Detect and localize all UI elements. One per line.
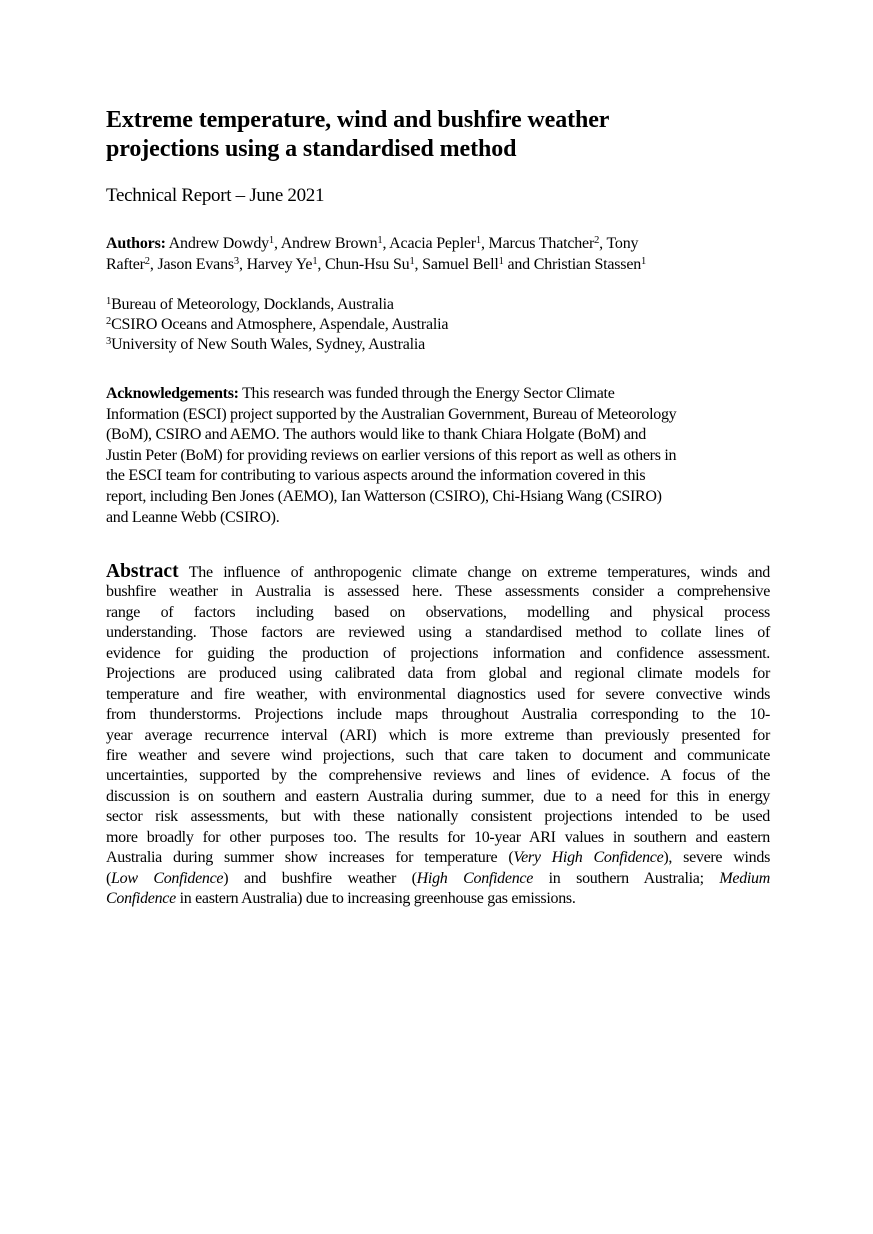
title-line-1: Extreme temperature, wind and bushfire weather xyxy=(106,107,610,133)
abstract-line: bushfire weather in Australia is assessed here. These assessments consider a comprehensive xyxy=(106,583,770,601)
ack-line: report, including Ben Jones (AEMO), Ian Watterson (CSIRO), Chi-Hsiang Wang (CSIRO) xyxy=(106,487,662,505)
abstract-line: (Low Confidence) and bushfire weather (High Confidence in southern Australia; Medium xyxy=(106,869,771,887)
ack-line: and Leanne Webb (CSIRO). xyxy=(106,508,280,526)
affiliation-item: $^3$University of New South Wales, Sydney, Australia xyxy=(106,336,426,354)
ack-line: Acknowledgements: This research was funded through the Energy Sector Climate xyxy=(106,385,615,402)
abstract-line: temperature and fire weather, with environmental diagnostics used for severe convective winds xyxy=(106,685,770,703)
report-title xyxy=(106,106,770,164)
abstract-line: more broadly for other purposes too. The results for 10-year ARI values in southern and eastern xyxy=(106,828,770,846)
title-line-2: projections using a standardised method xyxy=(106,136,517,162)
abstract-line: sector risk assessments, but with these nationally consistent projections intended to be used xyxy=(106,808,770,826)
authors-line-1: Authors: Andrew Dowdy$^1$, Andrew Brown$^1$, Acacia Pepler$^1$, Marcus Thatcher$^2$, Tony xyxy=(106,235,639,252)
ack-line: Justin Peter (BoM) for providing reviews on earlier versions of this report as well as others in xyxy=(106,446,677,464)
acknowledgements-label: Acknowledgements: xyxy=(106,385,239,402)
authors-line-2: Rafter$^2$, Jason Evans$^3$, Harvey Ye$^1$, Chun-Hsu Su$^1$, Samuel Bell$^1$ and Christian Stassen$^1$ xyxy=(106,255,647,273)
abstract-block xyxy=(106,562,770,909)
abstract-line: Abstract The influence of anthropogenic climate change on extreme temperatures, winds and xyxy=(106,561,770,582)
abstract-line: fire weather and severe wind projections, such that care taken to document and communicate xyxy=(106,746,770,764)
authors-label: Authors: xyxy=(106,235,166,252)
abstract-line: uncertainties, supported by the comprehensive reviews and lines of evidence. A focus of the xyxy=(106,767,770,785)
affiliations-list xyxy=(106,295,770,356)
abstract-line: discussion is on southern and eastern Australia during summer, due to a need for this in energy xyxy=(106,787,770,805)
abstract-line: Confidence in eastern Australia) due to increasing greenhouse gas emissions. xyxy=(106,890,576,907)
abstract-line: understanding. Those factors are reviewed using a standardised method to collate lines of xyxy=(106,624,770,642)
abstract-line: year average recurrence interval (ARI) which is more extreme than previously presented for xyxy=(106,726,770,744)
authors-block xyxy=(106,234,770,275)
ack-line: (BoM), CSIRO and AEMO. The authors would like to thank Chiara Holgate (BoM) and xyxy=(106,426,646,444)
affiliation-item: $^2$CSIRO Oceans and Atmosphere, Aspendale, Australia xyxy=(106,316,449,334)
abstract-line: from thunderstorms. Projections include maps throughout Australia corresponding to the 10- xyxy=(106,706,770,724)
affiliation-item: $^1$Bureau of Meteorology, Docklands, Australia xyxy=(106,296,394,313)
acknowledgements-block xyxy=(106,384,770,528)
abstract-line: evidence for guiding the production of projections information and confidence assessment. xyxy=(106,644,770,662)
ack-line: the ESCI team for contributing to various aspects around the information covered in this xyxy=(106,467,646,485)
abstract-line: Australia during summer show increases for temperature (Very High Confidence), severe winds xyxy=(106,849,770,867)
abstract-label: Abstract xyxy=(106,561,179,582)
ack-line: Information (ESCI) project supported by the Australian Government, Bureau of Meteorology xyxy=(106,405,677,423)
abstract-line: range of factors including based on observations, modelling and physical process xyxy=(106,603,770,621)
abstract-line: Projections are produced using calibrated data from global and regional climate models for xyxy=(106,665,770,683)
report-subtitle: Technical Report – June 2021 xyxy=(106,185,325,206)
